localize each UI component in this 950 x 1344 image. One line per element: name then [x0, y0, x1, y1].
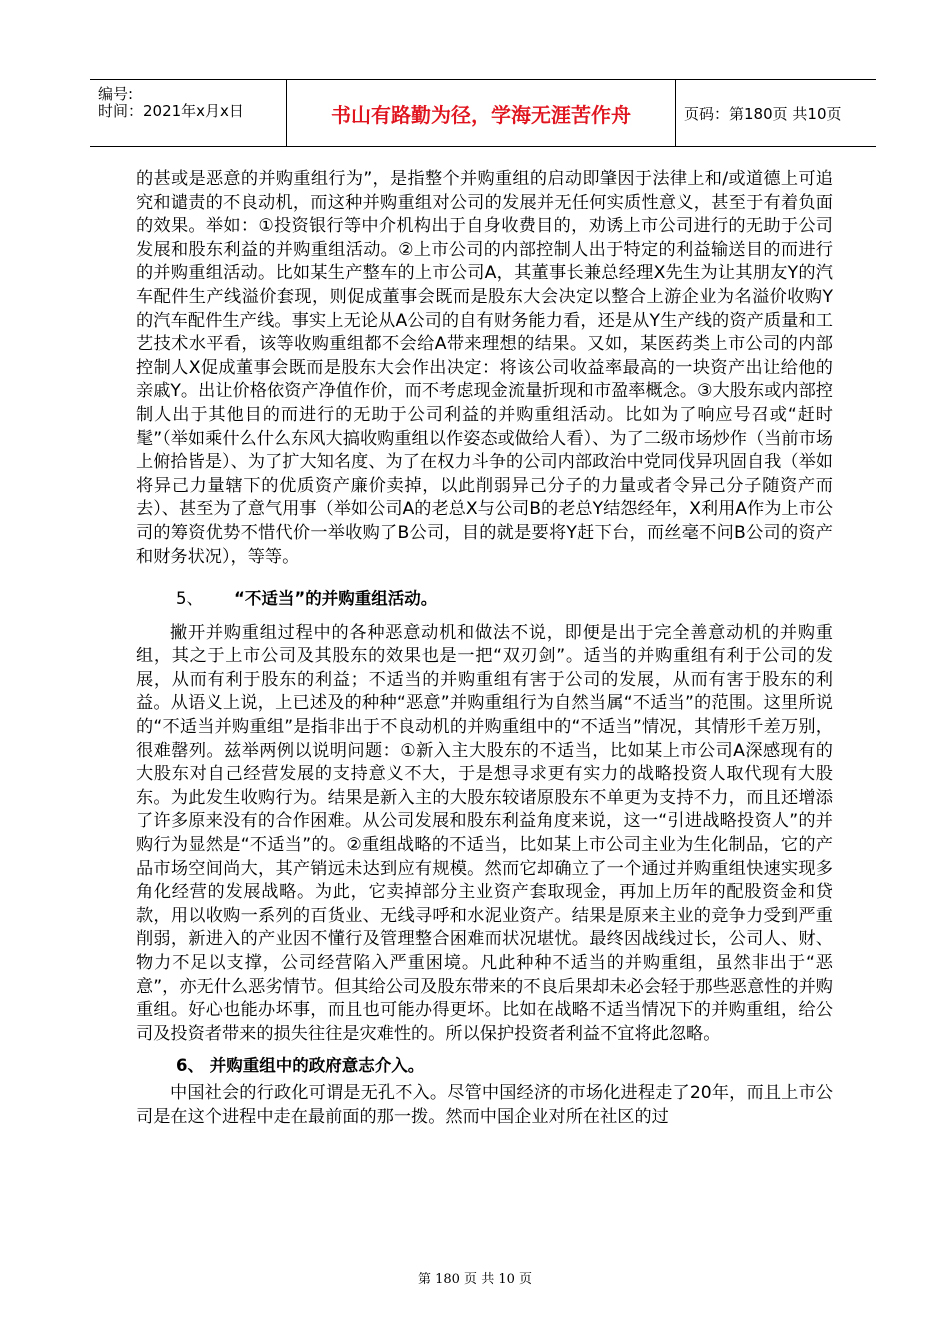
header-motto: 书山有路勤为径，学海无涯苦作舟	[331, 102, 631, 127]
document-number-label: 编号:	[98, 85, 134, 103]
section-heading-5	[136, 587, 833, 611]
header-page-cell	[676, 80, 876, 146]
section-number-5: 5、	[176, 589, 203, 609]
document-time-label: 时间：2021年x月x日	[98, 102, 244, 120]
header-motto-cell	[287, 80, 676, 146]
page-header	[90, 79, 876, 147]
page-footer: 第 180 页 共 10 页	[417, 1272, 533, 1287]
section-title-5: “不适当”的并购重组活动。	[234, 589, 438, 609]
document-body	[136, 168, 833, 1129]
paragraph-government-intervention: 中国社会的行政化可谓是无孔不入。尽管中国经济的市场化进程走了20年，而且上市公司是在这个进程中走在最前面的那一拨。然而中国企业对所在社区的过	[136, 1082, 833, 1127]
paragraph-malicious-mergers: 的甚或是恶意的并购重组行为”，是指整个并购重组的启动即肇因于法律上和/或道德上可追究和谴责的不良动机，而这种并购重组对公司的发展并无任何实质性意义，甚至于有着负面的效果。举如：①投资银行等中介机构出于自身收费目的，劝诱上市公司进行的无助于公司发展和股东利益的并购重组活动。②上市公司的内部控制人出于特定的利益输送目的而进行的并购重组活动。比如某生产整车的上市公司A，其董事长兼总经理X先生为让其朋友Y的汽车配件生产线溢价套现，则促成董事会既而是股东大会决定以整合上游企业为名溢价收购Y的汽车配件生产线。事实上无论从A公司的自有财务能力看，还是从Y生产线的资产质量和工艺技术水平看，该等收购重组都不会给A带来理想的结果。又如，某医药类上市公司的内部控制人X促成董事会既而是股东大会作出决定：将该公司收益率最高的一块资产出让给他的亲戚Y。出让价格依资产净值作价，而不考虑现金流量折现和市盈率概念。③大股东或内部控制人出于其他目的而进行的无助于公司利益的并购重组活动。比如为了响应号召或“赶时髦”（举如乘什么什么东风大搞收购重组以作姿态或做给人看）、为了二级市场炒作（当前市场上俯拾皆是）、为了扩大知名度、为了在权力斗争的公司内部政治中党同伐异巩固自我（举如将异己力量辖下的优质资产廉价卖掉，以此削弱异己分子的力量或者令异己分子随资产而去）、甚至为了意气用事（举如公司A的老总X与公司B的老总Y结怨经年，X利用A作为上市公司的筹资优势不惜代价一举收购了B公司，目的就是要将Y赶下台，而丝毫不问B公司的资产和财务状况），等等。	[136, 169, 833, 567]
paragraph-inappropriate-mergers: 撇开并购重组过程中的各种恶意动机和做法不说，即便是出于完全善意动机的并购重组，其之于上市公司及其股东的效果也是一把“双刃剑”。适当的并购重组有利于公司的发展，从而有利于股东的利益；不适当的并购重组有害于公司的发展，从而有害于股东的利益。从语义上说，上已述及的种种“恶意”并购重组行为自然当属“不适当”的范围。这里所说的“不适当并购重组”是指非出于不良动机的并购重组中的“不适当”情况，其情形千差万别，很难罄列。兹举两例以说明问题：①新入主大股东的不适当，比如某上市公司A深感现有的大股东对自己经营发展的支持意义不大，于是想寻求更有实力的战略投资人取代现有大股东。为此发生收购行为。结果是新入主的大股东较诸原股东不单更为支持不力，而且还增添了许多原来没有的合作困难。从公司发展和股东利益角度来说，这一“引进战略投资人”的并购行为显然是“不适当”的。②重组战略的不适当，比如某上市公司主业为生化制品，它的产品市场空间尚大，其产销远未达到应有规模。然而它却确立了一个通过并购重组快速实现多角化经营的发展战略。为此，它卖掉部分主业资产套取现金，再加上历年的配股资金和贷款，用以收购一系列的百货业、无线寻呼和水泥业资产。结果是原来主业的竞争力受到严重削弱，新进入的产业因不懂行及管理整合困难而状况堪忧。最终因战线过长，公司人、财、物力不足以支撑，公司经营陷入严重困境。凡此种种不适当的并购重组，虽然非出于“恶意”，亦无什么恶劣情节。但其给公司及股东带来的不良后果却未必会轻于那些恶意性的并购重组。好心也能办坏事，而且也可能办得更坏。比如在战略不适当情况下的并购重组，给公司及投资者带来的损失往往是灾难性的。所以保护投资者利益不宜将此忽略。	[136, 622, 833, 1044]
section-heading-6: 6、 并购重组中的政府意志介入。	[176, 1056, 425, 1076]
header-meta-cell	[90, 80, 287, 146]
header-page-info: 页码：第180页 共10页	[684, 104, 842, 123]
